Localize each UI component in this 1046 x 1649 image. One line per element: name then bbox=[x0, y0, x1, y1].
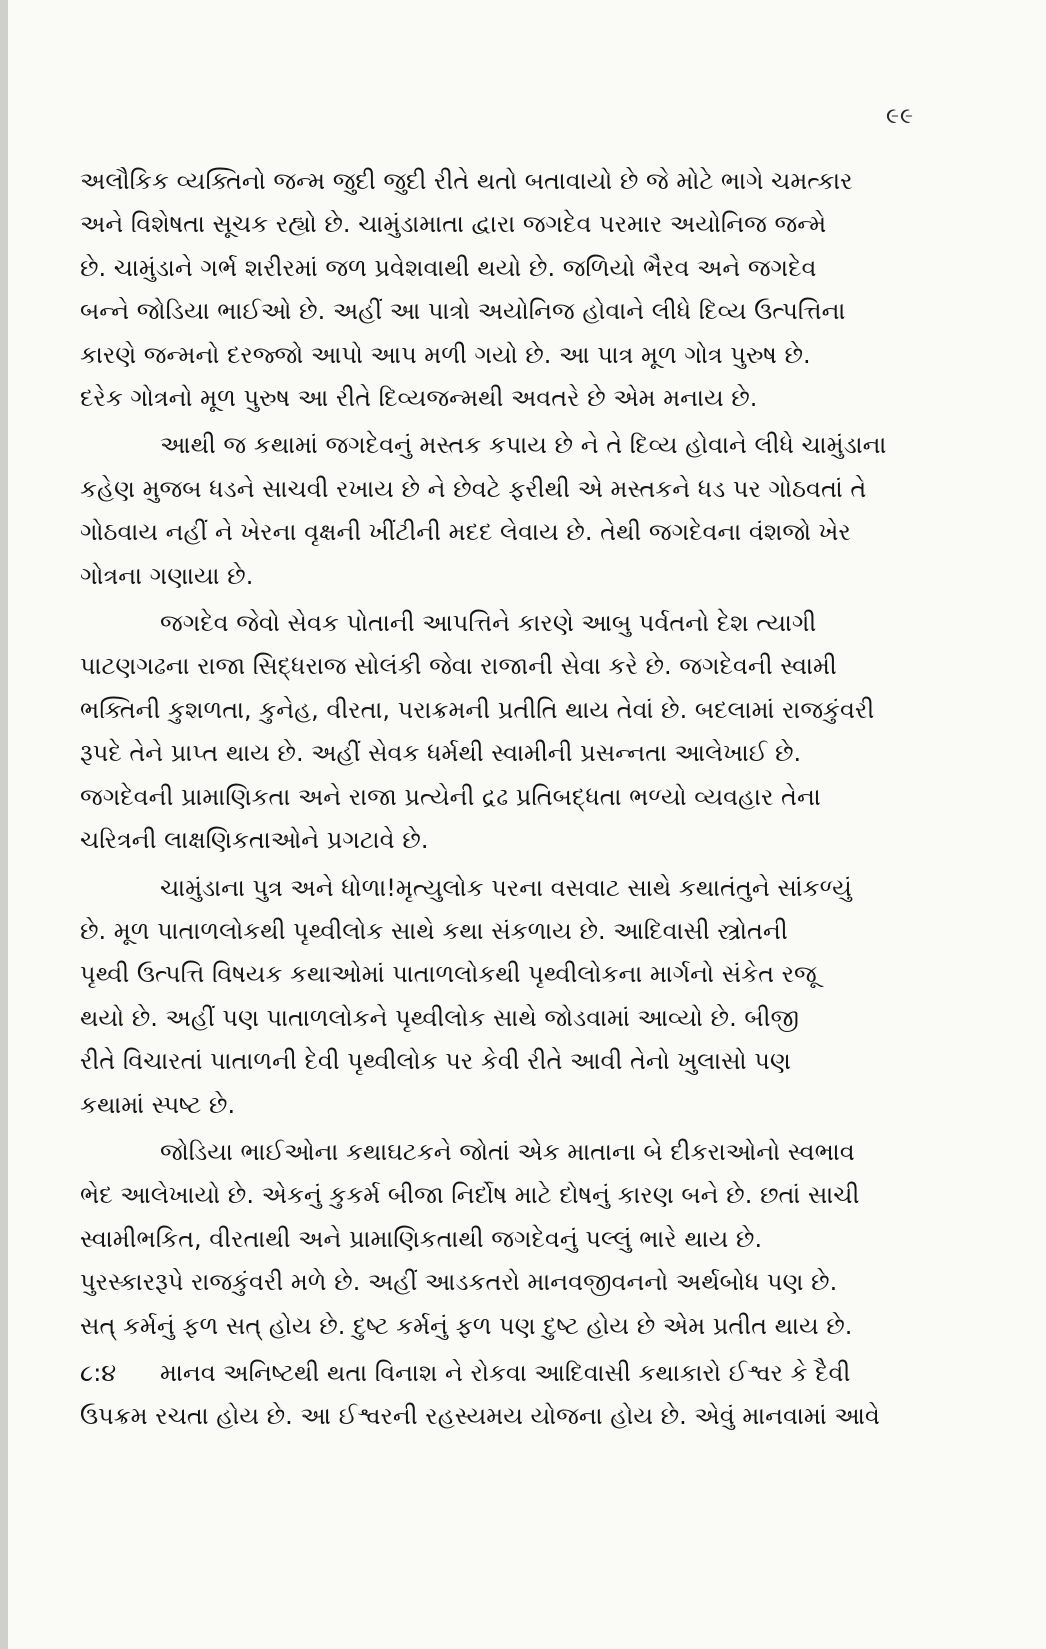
text-line: ભક્તિની કુશળતા, કુનેહ, વીરતા, પરાક્રમની પ્રતીતિ થાય તેવાં છે. બદલામાં રાજકુંવરી bbox=[80, 695, 875, 724]
section-first-line bbox=[80, 1352, 925, 1395]
text-line: કથામાં સ્પષ્ટ છે. bbox=[80, 1090, 236, 1119]
paragraph-2 bbox=[80, 424, 925, 598]
page-number: ૯૯ bbox=[885, 104, 914, 129]
text-line: પૃથ્વી ઉત્પત્તિ વિષયક કથાઓમાં પાતાળલોકથી પૃથ્વીલોકના માર્ગનો સંકેત રજૂ bbox=[80, 960, 817, 989]
text-line: જોડિયા ભાઈઓના કથાઘટકને જોતાં એક માતાના બે દીકરાઓનો સ્વભાવ bbox=[160, 1137, 855, 1166]
text-line: છે. ચામુંડાને ગર્ભ શરીરમાં જળ પ્રવેશવાથી થયો છે. જળિયો ભૈરવ અને જગદેવ bbox=[80, 253, 817, 282]
text-line: પાટણગઢના રાજા સિદ્ધરાજ સોલંકી જેવા રાજાની સેવા કરે છે. જગદેવની સ્વામી bbox=[80, 652, 837, 681]
paragraph-4 bbox=[80, 867, 925, 1127]
paragraph-3 bbox=[80, 602, 925, 862]
text-line: માનવ અનિષ્ટથી થતા વિનાશ ને રોકવા આદિવાસી કથાકારો ઈશ્વર કે દૈવી bbox=[160, 1358, 851, 1387]
section-8-4 bbox=[80, 1352, 925, 1439]
text-line: ભેદ આલેખાયો છે. એકનું કુકર્મ બીજા નિર્દોષ માટે દોષનું કારણ બને છે. છતાં સાચી bbox=[80, 1181, 860, 1210]
text-line: ચરિત્રની લાક્ષણિકતાઓને પ્રગટાવે છે. bbox=[80, 826, 429, 855]
text-line: કારણે જન્મનો દરજ્જો આપો આપ મળી ગયો છે. આ પાત્ર મૂળ ગોત્ર પુરુષ છે. bbox=[80, 340, 811, 369]
text-line: થયો છે. અહીં પણ પાતાળલોકને પૃથ્વીલોક સાથે જોડવામાં આવ્યો છે. બીજી bbox=[80, 1003, 799, 1032]
text-line: જગદેવ જેવો સેવક પોતાની આપત્તિને કારણે આબુ પર્વતનો દેશ ત્યાગી bbox=[160, 609, 817, 638]
text-line: રીતે વિચારતાં પાતાળની દેવી પૃથ્વીલોક પર કેવી રીતે આવી તેનો ખુલાસો પણ bbox=[80, 1047, 791, 1076]
text-line: જગદેવની પ્રામાણિકતા અને રાજા પ્રત્યેની દ્રઢ પ્રતિબદ્ધતા ભળ્યો વ્યવહાર તેના bbox=[80, 782, 821, 811]
text-line: કહેણ મુજબ ધડને સાચવી રખાય છે ને છેવટે ફરીથી એ મસ્તકને ધડ પર ગોઠવતાં તે bbox=[80, 474, 867, 503]
text-line: સત્ કર્મનું ફળ સત્ હોય છે. દુષ્ટ કર્મનું ફળ પણ દુષ્ટ હોય છે એમ પ્રતીત થાય છે. bbox=[80, 1311, 853, 1340]
text-line: સ્વામીભકિત, વીરતાથી અને પ્રામાણિકતાથી જગદેવનું પલ્લું ભારે થાય છે. bbox=[80, 1224, 763, 1253]
text-line: ગોઠવાય નહીં ને ખેરના વૃક્ષની ખીંટીની મદદ લેવાય છે. તેથી જગદેવના વંશજો ખેર bbox=[80, 518, 851, 547]
text-line: છે. મૂળ પાતાળલોકથી પૃથ્વીલોક સાથે કથા સંકળાય છે. આદિવાસી સ્ત્રોતની bbox=[80, 916, 788, 945]
paragraph-5 bbox=[80, 1131, 925, 1348]
section-number: ૮:૪ bbox=[80, 1358, 117, 1387]
text-line: રૂપદે તેને પ્રાપ્ત થાય છે. અહીં સેવક ધર્મથી સ્વામીની પ્રસન્નતા આલેખાઈ છે. bbox=[80, 739, 802, 768]
text-line: આથી જ કથામાં જગદેવનું મસ્તક કપાય છે ને તે દિવ્ય હોવાને લીધે ચામુંડાના bbox=[160, 431, 887, 460]
body-text bbox=[80, 160, 925, 1443]
text-line: અને વિશેષતા સૂચક રહ્યો છે. ચામુંડામાતા દ્વારા જગદેવ પરમાર અયોનિજ જન્મે bbox=[80, 210, 827, 239]
text-line: બન્ને જોડિયા ભાઈઓ છે. અહીં આ પાત્રો અયોનિજ હોવાને લીધે દિવ્ય ઉત્પત્તિના bbox=[80, 297, 846, 326]
text-line: અલૌકિક વ્યક્તિનો જન્મ જુદી જુદી રીતે થતો બતાવાયો છે જે મોટે ભાગે ચમત્કાર bbox=[80, 167, 853, 195]
text-line: ચામુંડાના પુત્ર અને ધોળા!મૃત્યુલોક પરના વસવાટ સાથે કથાતંતુને સાંકળ્યું bbox=[160, 873, 852, 902]
text-line: પુરસ્કારરૂપે રાજકુંવરી મળે છે. અહીં આડકતરો માનવજીવનનો અર્થબોધ પણ છે. bbox=[80, 1268, 838, 1297]
paragraph-1 bbox=[80, 160, 925, 420]
text-line: દરેક ગોત્રનો મૂળ પુરુષ આ રીતે દિવ્યજન્મથી અવતરે છે એમ મનાય છે. bbox=[80, 384, 758, 413]
text-line: ઉપક્રમ રચતા હોય છે. આ ઈશ્વરની રહસ્યમય યોજના હોય છે. એવું માનવામાં આવે bbox=[80, 1402, 880, 1431]
page-binding-edge bbox=[0, 0, 8, 1649]
text-line: ગોત્રના ગણાયા છે. bbox=[80, 561, 254, 590]
